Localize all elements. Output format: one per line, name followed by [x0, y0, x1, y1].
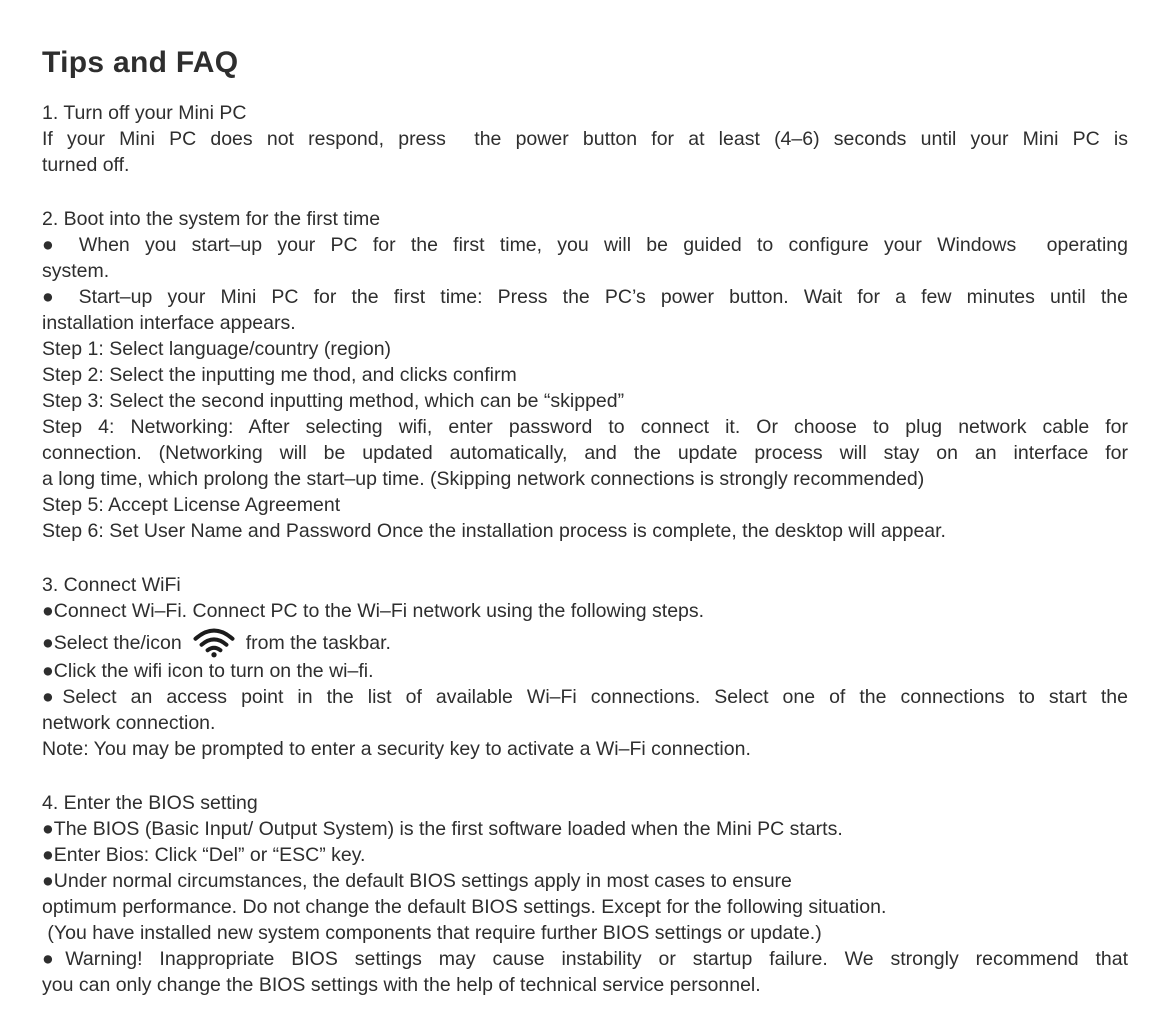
text-line: optimum performance. Do not change the default BIOS settings. Except for the following situation. [42, 896, 887, 918]
section [42, 100, 1128, 178]
text-line: ●Warning! Inappropriate BIOS settings may cause instability or startup failure. We strongly recommend that [42, 948, 1128, 970]
text-line: Step 4: Networking: After selecting wifi, enter password to connect it. Or choose to plug network cable for [42, 416, 1128, 438]
text-line: ●Connect Wi–Fi. Connect PC to the Wi–Fi network using the following steps. [42, 600, 705, 622]
text-line: ●Click the wifi icon to turn on the wi–fi. [42, 660, 374, 682]
text-line: a long time, which prolong the start–up time. (Skipping network connections is strongly recommended) [42, 468, 925, 490]
section-heading: 3. Connect WiFi [42, 574, 181, 596]
text-line: ●Under normal circumstances, the default BIOS settings apply in most cases to ensure [42, 870, 792, 892]
text-line: ●Enter Bios: Click “Del” or “ESC” key. [42, 844, 366, 866]
text-line: ●The BIOS (Basic Input/ Output System) is the first software loaded when the Mini PC starts. [42, 818, 843, 840]
section-heading: 4. Enter the BIOS setting [42, 792, 258, 814]
text-line: system. [42, 260, 110, 282]
document-body [42, 100, 1128, 998]
text-line: Step 6: Set User Name and Password Once the installation process is complete, the desktop will appear. [42, 520, 946, 542]
text-line: you can only change the BIOS settings with the help of technical service personnel. [42, 974, 761, 996]
text-line: Step 1: Select language/country (region) [42, 338, 392, 360]
text-line: (You have installed new system components that require further BIOS settings or update.) [42, 922, 822, 944]
text-line: Step 3: Select the second inputting method, which can be “skipped” [42, 390, 625, 412]
section-heading: 1. Turn off your Mini PC [42, 102, 247, 124]
text-line: ● When you start–up your PC for the first time, you will be guided to configure your Windows operating [42, 234, 1128, 256]
text-segment: from the taskbar. [245, 632, 391, 654]
text-line: Step 5: Accept License Agreement [42, 494, 341, 516]
text-segment: ●Select the/icon [42, 632, 182, 654]
text-line: turned off. [42, 154, 130, 176]
text-line: network connection. [42, 712, 216, 734]
text-line: connection. (Networking will be updated automatically, and the update process will stay on an interface for [42, 442, 1128, 464]
section [42, 206, 1128, 544]
text-line: ●Select an access point in the list of available Wi–Fi connections. Select one of the connections to start the [42, 686, 1128, 708]
text-line: installation interface appears. [42, 312, 296, 334]
text-line: Note: You may be prompted to enter a security key to activate a Wi–Fi connection. [42, 738, 751, 760]
page-title: Tips and FAQ [42, 46, 239, 79]
text-line-with-icon [42, 624, 1128, 658]
section-heading: 2. Boot into the system for the first time [42, 208, 381, 230]
text-line: Step 2: Select the inputting me thod, and clicks confirm [42, 364, 517, 386]
text-line: ● Start–up your Mini PC for the first time: Press the PC’s power button. Wait for a few minutes until the [42, 286, 1128, 308]
section [42, 790, 1128, 998]
wifi-icon [191, 624, 237, 658]
section [42, 572, 1128, 762]
text-line: If your Mini PC does not respond, press the power button for at least (4–6) seconds until your Mini PC is [42, 128, 1128, 150]
